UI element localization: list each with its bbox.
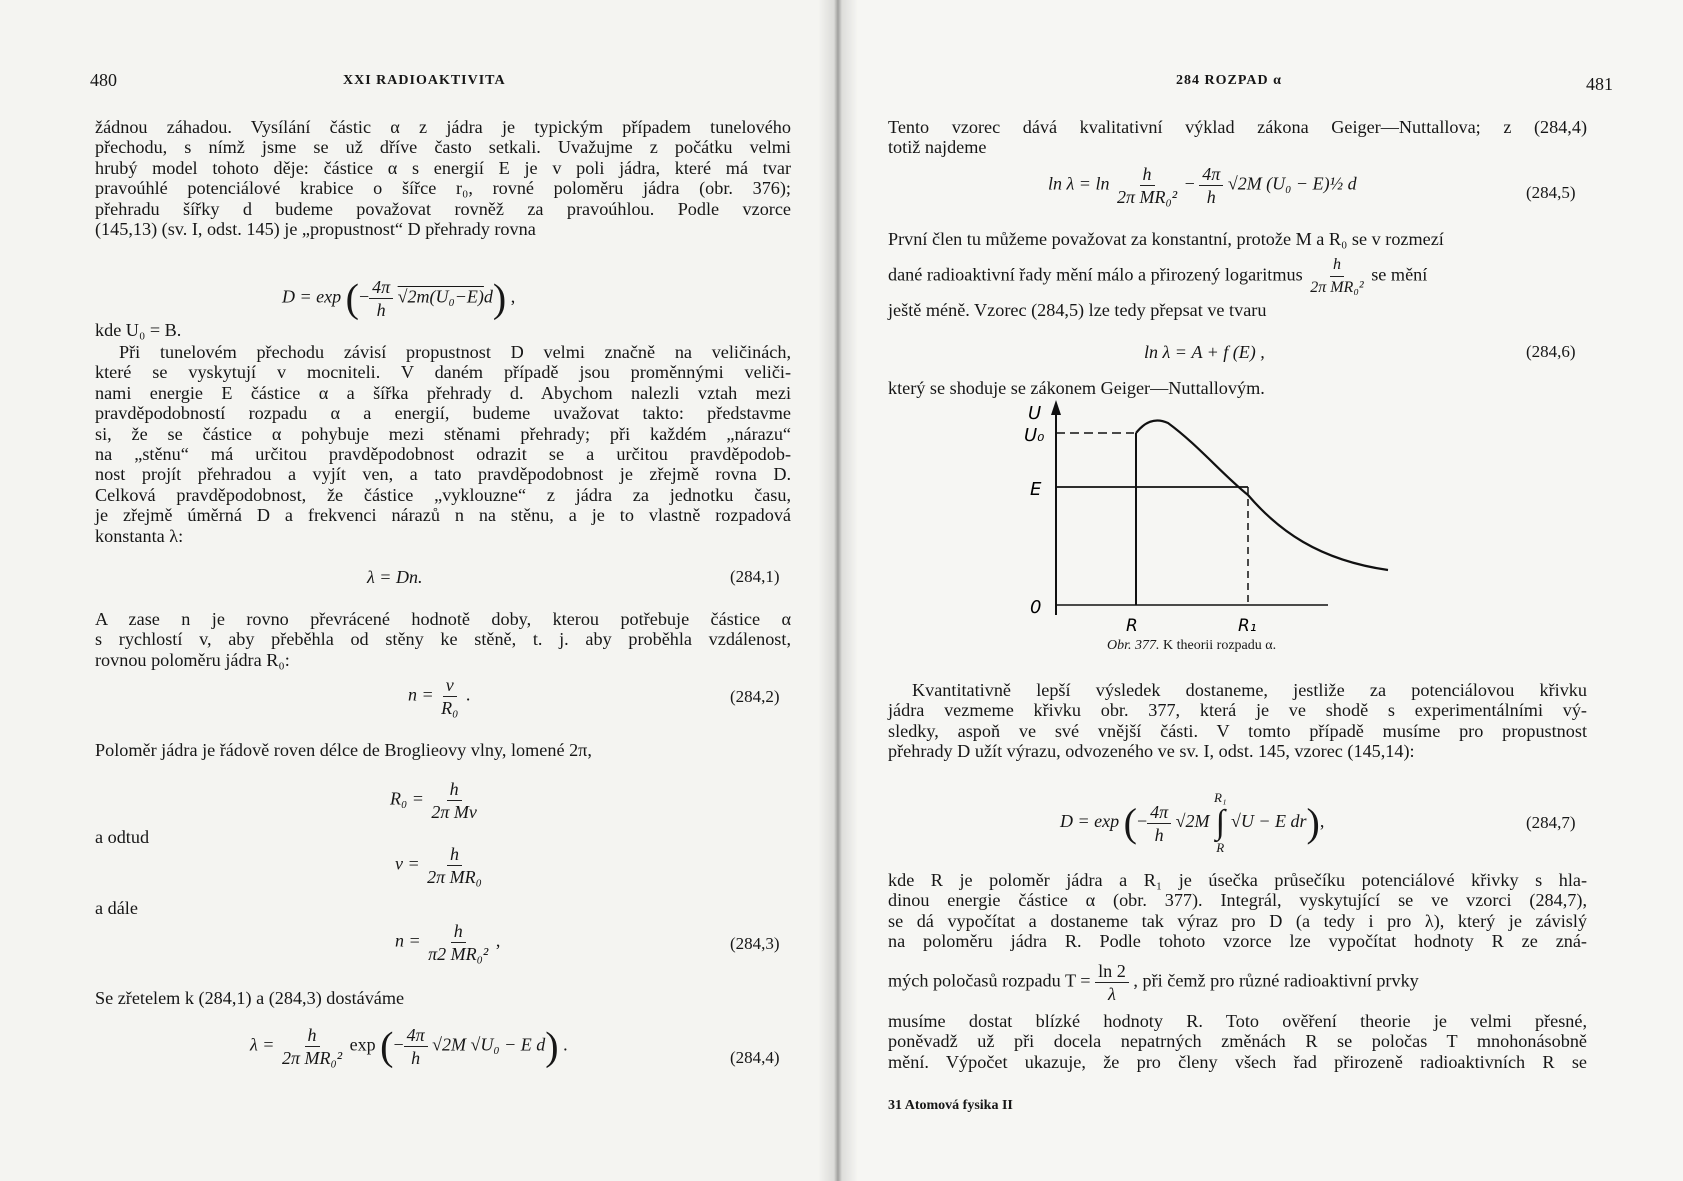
fraction-denominator: 2π MR₀ [427, 867, 482, 887]
width-symbol: d [483, 286, 493, 307]
text-line: žádnou záhadou. Vysílání částic α z jádra je typickým případem tunelového [95, 117, 791, 137]
paragraph-quantitative [888, 680, 1587, 762]
label-U0: U₀ [1024, 425, 1045, 446]
text-line: konstanta λ: [95, 525, 184, 546]
fraction-numerator: 4π [1199, 163, 1223, 186]
exp-word: exp [349, 1034, 376, 1055]
text-line: Kvantitativně lepší výsledek dostaneme, jestliže za potenciálovou křivku [912, 680, 1587, 700]
equation-284-3: n = $\frac{h}{\text{π2 MR₀²}}$ , [395, 921, 501, 964]
equation-lhs: n = [395, 930, 421, 951]
u-axis-arrowhead [1051, 400, 1061, 415]
text-line: se dá vypočítat a dostaneme tak výraz pro D (a tedy i pro λ), který je závislý [888, 910, 1587, 931]
fraction-numerator: h [447, 843, 462, 866]
equation-284-5 [1048, 163, 1357, 208]
equation-number: (284,7) [1526, 813, 1576, 832]
fraction [1199, 163, 1223, 208]
minus-sign: − [1184, 173, 1195, 194]
text-line: sledky, aspoň ve své vnější části. V tomto případě musíme pro propustnost [888, 720, 1587, 741]
text-line: s rychlostí v, aby přeběhla od stěny ke stěně, t. j. aby proběhla vzdálenost, [95, 629, 791, 650]
text-line-with-fraction [888, 960, 1419, 1005]
right-page [838, 0, 1683, 1181]
equation-number: (284,6) [1526, 342, 1576, 361]
text-line: a dále [95, 898, 138, 918]
fraction-denominator: 2π MR₀² [281, 1048, 343, 1068]
text-line: jádra vezmeme křivku obr. 377, která je ve shodě s experimentálními vý- [888, 700, 1587, 721]
label-E: E [1030, 479, 1042, 500]
fraction-denominator: h [411, 1048, 421, 1068]
fraction-denominator: h [1206, 187, 1216, 207]
integral-symbol: ∫ [1215, 804, 1225, 841]
label-R1: R₁ [1238, 616, 1257, 636]
fraction-numerator: h [451, 920, 466, 943]
fraction [1147, 801, 1171, 846]
fraction-numerator: 4π [404, 1024, 428, 1047]
page-number: 481 [1586, 74, 1613, 94]
text-line: nami energie E částice α a šířka přehrady d. Abychom nalezli vztah mezi [95, 382, 791, 403]
paren-close: ) [1306, 800, 1320, 845]
book-gutter [818, 0, 858, 1181]
text-fragment: mých poločasů rozpadu T = [888, 970, 1091, 991]
label-origin: 0 [1030, 597, 1042, 618]
text-line: A zase n je rovno převrácené hodnotě doby, kterou potřebuje částice α [95, 609, 791, 629]
text-line: které se vyskytují v mocniteli. V daném případě jsou proměnnými veliči- [95, 362, 791, 383]
fraction [438, 674, 461, 719]
fraction [369, 276, 393, 321]
equation-284-4: λ = $\frac{h}{\text{2π MR₀²}}$ exp (− $\frac{4\pi}{h}$ √2M √U₀ − E d) . [250, 1023, 568, 1069]
fraction-numerator: ln 2 [1095, 960, 1129, 983]
paragraph-frequency [95, 609, 791, 670]
fraction-numerator: 4π [1147, 801, 1171, 824]
text-line: (145,13) (sv. I, odst. 145) je „propustnost“ D přehrady rovna [95, 219, 536, 240]
text-line: Celková pravděpodobnost, že částice „vyklouzne“ z jádra za jednotku času, [95, 484, 791, 505]
equation-number: (284,2) [730, 687, 780, 706]
fraction-denominator: π2 MR₀² [428, 944, 489, 964]
text-line: Poloměr jádra je řádově roven délce de Broglieovy vlny, lomené 2π, [95, 740, 592, 760]
text-line: Tento vzorec dává kvalitativní výklad zákona Geiger—Nuttallova; z (284,4) [888, 117, 1587, 137]
text-line: totiž najdeme [888, 137, 987, 158]
text-line: Při tunelovém přechodu závisí propustnost D velmi značně na veličinách, [119, 342, 791, 362]
fraction-denominator: R₀ [441, 698, 459, 718]
root-expression: √2m(U₀−E) [397, 286, 484, 307]
text-line: pravděpodobností rozpadu α a energií, budeme uvažovat takto: představme [95, 403, 791, 424]
fraction-denominator: 2π MR₀² [1116, 187, 1178, 207]
equation-number: (284,5) [1526, 183, 1576, 202]
fraction-denominator: λ [1108, 984, 1116, 1004]
text-fragment: se mění [1371, 264, 1428, 285]
text-line: poněvadž už při docela nepatrných změnách R se poločas T mnohonásobně [888, 1031, 1587, 1052]
text-fragment: , při čemž pro různé radioaktivní prvky [1133, 970, 1419, 991]
paragraph-tunnel [95, 342, 791, 546]
equation-lhs: R₀ = [390, 788, 424, 809]
text-line-with-fraction [888, 254, 1427, 299]
fraction [425, 920, 491, 965]
integral-upper-limit: R₁ [1214, 790, 1227, 805]
fraction-numerator: h [447, 778, 462, 801]
equation-lhs: D = exp [282, 286, 342, 307]
fraction-denominator: 2π Mv [431, 802, 477, 822]
equation-lhs: D = exp [1060, 811, 1120, 832]
text-line: rovnou poloměru jádra R₀: [95, 649, 290, 670]
equation-lhs: v = [395, 853, 420, 874]
fraction [404, 1024, 428, 1069]
text-line: musíme dostat blízké hodnoty R. Toto ověření theorie je velmi přesné, [888, 1011, 1587, 1031]
text-line: mění. Výpočet ukazuje, že pro členy všech řad přirozeně radioaktivních R se [888, 1051, 1587, 1072]
equation-284-2: n = $\frac{v}{\text{R₀}}$ . [408, 675, 471, 718]
label-U: U [1028, 403, 1042, 424]
equation-284-6: ln λ = A + f (E) , [1144, 342, 1265, 362]
text-line: na poloměru jádra R. Podle tohoto vzorce lze vypočítat hodnoty R ze zná- [888, 931, 1587, 952]
text-line: je zřejmě úměrná D a frekvenci nárazů n na stěnu, a je to vlastně rozpadová [95, 505, 791, 526]
fraction [279, 1024, 345, 1069]
caption-number: Obr. 377. [1107, 638, 1160, 653]
fraction-numerator: h [1330, 254, 1344, 277]
fraction-numerator: h [1140, 163, 1155, 186]
paren-close: ) [492, 275, 507, 321]
paragraph-intro [95, 117, 791, 239]
potential-diagram [838, 395, 1683, 665]
running-head: XXI RADIOAKTIVITA [343, 73, 506, 88]
fraction [424, 843, 485, 888]
text-line: kde R je poloměr jádra a R₁ je úsečka průsečíku potenciálové křivky s hla- [888, 870, 1587, 890]
paragraph-integral [888, 870, 1587, 952]
running-head: 284 ROZPAD α [1176, 73, 1282, 88]
equation-number: (284,1) [730, 567, 780, 586]
text-line: přehradu šířky d budeme považovat rovněž za pravoúhlou. Podle vzorce [95, 198, 791, 219]
equation-lhs: ln λ = ln [1048, 173, 1110, 194]
fraction-denominator: h [376, 300, 386, 320]
text-line: a odtud [95, 827, 150, 847]
fraction-numerator: h [305, 1024, 320, 1047]
integral-sign [1214, 790, 1226, 856]
paragraph-geiger-nuttall [888, 117, 1587, 158]
equation-number: (284,3) [730, 934, 780, 953]
fraction-numerator: v [443, 674, 457, 697]
text-line: ještě méně. Vzorec (284,5) lze tedy přepsat ve tvaru [888, 300, 1267, 320]
root-expression: √2M [1175, 811, 1210, 832]
text-line: První člen tu můžeme považovat za konstantní, protože M a R₀ se v rozmezí [888, 229, 1444, 249]
root-expression: √2M (U₀ − E)½ d [1227, 173, 1357, 194]
text-fragment: dané radioaktivní řady mění málo a přirozený logaritmus [888, 264, 1303, 285]
text-line: pravoúhlé potenciálové krabice o šířce r₀, rovné poloměru jádra (obr. 376); [95, 178, 791, 199]
equation-284-1: λ = Dn. [367, 567, 423, 587]
integrand: √U − E dr [1230, 811, 1307, 832]
fraction-denominator: h [1154, 824, 1164, 845]
text-line: přechodu, s nímž jsme se už dříve často setkali. Uvažujme z počátku velmi [95, 137, 791, 158]
figure-caption [1107, 638, 1276, 654]
fraction [428, 778, 480, 823]
potential-curve [1136, 421, 1388, 570]
text-line: Se zřetelem k (284,1) a (284,3) dostáváme [95, 988, 405, 1008]
fraction [1095, 960, 1129, 1005]
fraction [1307, 254, 1366, 299]
equation-284-7: D = exp (− $\frac{4\pi}{h}$ √2M R₁ ∫ R √U − E dr), [1060, 790, 1325, 855]
equation-v [395, 843, 485, 888]
equation-lhs: n = [408, 684, 434, 705]
left-page [0, 0, 838, 1181]
text-line: nost projít přehradou a vyjít ven, a tato pravděpodobnost je zřejmě rovna D. [95, 464, 791, 485]
kde-line: kde U₀ = B. [95, 320, 182, 340]
paren-open: ( [1123, 800, 1137, 845]
equation-R0 [390, 778, 480, 823]
text-line: který se shoduje se zákonem Geiger—Nuttallovým. [888, 378, 1265, 398]
page-footer: 31 Atomová fysika II [888, 1098, 1013, 1113]
text-line: hrubý model tohoto děje: částice α s energií E je v poli jádra, které má tvar [95, 157, 791, 178]
text-line: dinou energie částice α (obr. 377). Integrál, vyskytující se ve vzorci (284,7), [888, 890, 1587, 911]
page-number: 480 [90, 70, 117, 90]
equation-number: (284,4) [730, 1048, 780, 1067]
text-line: přehrady D užít výrazu, odvozeného ve sv. I, odst. 145, vzorec (145,14): [888, 741, 1415, 762]
label-R: R [1126, 616, 1138, 636]
integral-lower-limit: R [1216, 840, 1225, 855]
root-expression: √2M √U₀ − E d [432, 1034, 546, 1055]
paragraph-verification [888, 1011, 1587, 1072]
paren-open: ( [380, 1023, 394, 1069]
paren-close: ) [545, 1023, 559, 1069]
fraction-numerator: 4π [369, 276, 393, 299]
paren-open: ( [345, 275, 359, 321]
caption-text: K theorii rozpadu α. [1163, 638, 1277, 653]
fraction [1114, 163, 1180, 208]
text-line: na „stěnu“ má určitou pravděpodobnost odrazit se a určitou pravděpodob- [95, 444, 791, 465]
fraction-denominator: 2π MR₀² [1310, 279, 1364, 296]
equation-D: D = exp (− $\frac{4\pi}{h}$ √2m(U₀−E)d) , [282, 275, 516, 321]
equation-lhs: λ = [250, 1034, 275, 1055]
text-line: si, že se částice α pohybuje mezi stěnami přehrady; při každém „nárazu“ [95, 423, 791, 444]
